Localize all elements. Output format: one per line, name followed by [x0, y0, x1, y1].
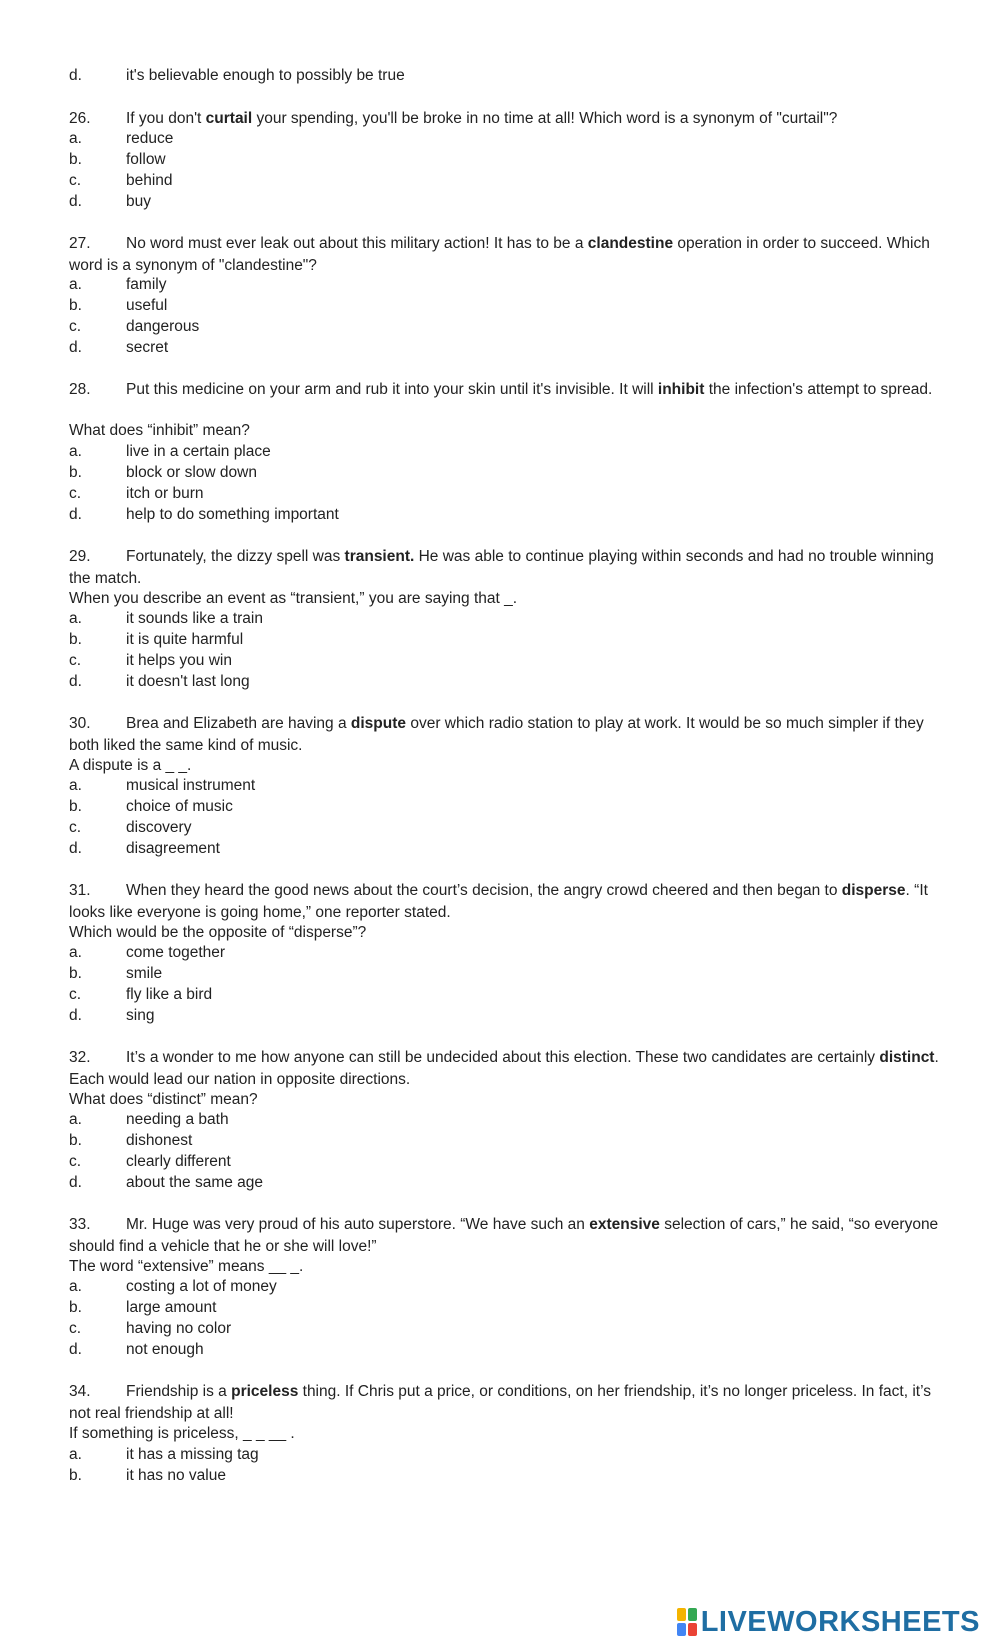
- option-letter: c.: [69, 1152, 82, 1170]
- vocabulary-word: dispute: [350, 715, 407, 732]
- option-letter: c.: [69, 651, 82, 669]
- answer-option[interactable]: [69, 338, 940, 358]
- vocabulary-word: disperse: [841, 882, 906, 899]
- answer-option[interactable]: [69, 943, 940, 963]
- option-text: having no color: [126, 1319, 232, 1337]
- option-text: help to do something important: [126, 505, 339, 523]
- logo-square: [677, 1608, 686, 1621]
- vocabulary-word: priceless: [231, 1383, 299, 1400]
- question-number: 29.: [69, 548, 91, 565]
- option-letter: c.: [69, 317, 82, 335]
- answer-option[interactable]: [69, 150, 940, 170]
- question-prompt: If something is priceless, _ _ __ .: [69, 1425, 295, 1442]
- option-letter: b.: [69, 150, 82, 168]
- option-letter: b.: [69, 1131, 82, 1149]
- option-text: fly like a bird: [126, 985, 213, 1003]
- option-letter: a.: [69, 1111, 82, 1128]
- answer-option[interactable]: [69, 985, 940, 1005]
- option-text: family: [126, 276, 167, 293]
- answer-option[interactable]: [69, 1006, 940, 1026]
- option-text: secret: [126, 338, 169, 356]
- option-text: large amount: [126, 1298, 217, 1316]
- option-text: useful: [126, 296, 168, 314]
- option-text: follow: [126, 150, 166, 168]
- option-letter: d.: [69, 505, 82, 523]
- option-letter: b.: [69, 964, 82, 982]
- option-text: about the same age: [126, 1173, 264, 1191]
- answer-option[interactable]: [69, 192, 940, 212]
- option-text: discovery: [126, 818, 192, 836]
- answer-option[interactable]: [69, 317, 940, 337]
- question-text: 34. Friendship is a priceless thing. If Chris put a price, or conditions, on her friendship, it’s no longer priceless. In fact, it’s not real friendship at all!: [69, 1383, 931, 1422]
- question-text: 26. If you don't curtail your spending, you'll be broke in no time at all! Which word is a synonym of "curtail"?: [69, 108, 939, 130]
- answer-option[interactable]: [69, 1466, 940, 1486]
- question-text: 33. Mr. Huge was very proud of his auto superstore. “We have such an extensive selection of cars,” he said, “so everyone should find a vehicle that he or she will love!”: [69, 1216, 939, 1255]
- answer-option[interactable]: [69, 797, 940, 817]
- option-letter: b.: [69, 463, 82, 481]
- option-text: disagreement: [126, 839, 220, 857]
- option-line: d. it's believable enough to possibly be true: [69, 67, 405, 84]
- option-letter: d.: [69, 1340, 82, 1358]
- question-text: 28. Put this medicine on your arm and rub it into your skin until it's invisible. It will inhibit the infection's attempt to spread.: [69, 379, 939, 401]
- logo-square: [688, 1623, 697, 1636]
- answer-option[interactable]: [69, 484, 940, 504]
- option-letter: c.: [69, 1319, 82, 1337]
- option-text: needing a bath: [126, 1111, 229, 1128]
- option-text: live in a certain place: [126, 443, 271, 460]
- question-text: 31. When they heard the good news about the court’s decision, the angry crowd cheered and then began to disperse. “It looks like everyone is going home,” one reporter stated.: [69, 882, 928, 921]
- option-text: sing: [126, 1006, 155, 1024]
- option-letter: c.: [69, 484, 82, 502]
- question-prompt: When you describe an event as “transient,” you are saying that _.: [69, 590, 518, 607]
- option-text: it has no value: [126, 1466, 226, 1484]
- logo-square: [688, 1608, 697, 1621]
- answer-option[interactable]: [69, 1340, 940, 1360]
- vocabulary-word: clandestine: [587, 235, 674, 252]
- option-text: reduce: [126, 130, 174, 147]
- option-text: not enough: [126, 1340, 204, 1358]
- answer-option[interactable]: [69, 776, 940, 796]
- question-number: 32.: [69, 1049, 91, 1066]
- logo-square: [677, 1623, 686, 1636]
- option-letter: a.: [69, 944, 82, 961]
- answer-option[interactable]: [69, 442, 940, 462]
- option-letter: c.: [69, 818, 82, 836]
- question-text: 27. No word must ever leak out about this military action! It has to be a clandestine operation in order to succeed. Which word is a synonym of "clandestine"?: [69, 235, 930, 274]
- question-number: 31.: [69, 882, 91, 899]
- option-letter: a.: [69, 130, 82, 147]
- question-number: 28.: [69, 381, 91, 398]
- answer-option[interactable]: [69, 672, 940, 692]
- option-text: it has a missing tag: [126, 1446, 259, 1463]
- option-text: musical instrument: [126, 777, 256, 794]
- vocabulary-word: distinct: [879, 1049, 935, 1066]
- question-prompt: The word “extensive” means __ _.: [69, 1258, 304, 1275]
- answer-option[interactable]: [69, 1110, 940, 1130]
- question-number: 30.: [69, 715, 91, 732]
- option-letter: b.: [69, 630, 82, 648]
- question-text: 29. Fortunately, the dizzy spell was transient. He was able to continue playing within seconds and had no trouble winning the match.: [69, 548, 934, 587]
- option-text: dangerous: [126, 317, 200, 335]
- option-letter: d.: [69, 192, 82, 210]
- option-letter: a.: [69, 777, 82, 794]
- option-text: it sounds like a train: [126, 610, 263, 627]
- vocabulary-word: inhibit: [657, 381, 705, 398]
- option-text: clearly different: [126, 1152, 231, 1170]
- option-text: it is quite harmful: [126, 630, 244, 648]
- option-letter: d.: [69, 1173, 82, 1191]
- option-letter: c.: [69, 985, 82, 1003]
- option-letter: a.: [69, 276, 82, 293]
- answer-option[interactable]: [69, 964, 940, 984]
- option-letter: c.: [69, 171, 82, 189]
- answer-option[interactable]: [69, 505, 940, 525]
- option-text: costing a lot of money: [126, 1278, 277, 1295]
- question-prompt: A dispute is a _ _.: [69, 757, 192, 774]
- question-prompt: What does “distinct” mean?: [69, 1091, 258, 1108]
- answer-option[interactable]: [69, 651, 940, 671]
- logo-mark-icon: [677, 1608, 697, 1636]
- question-number: 26.: [69, 110, 91, 127]
- option-letter: d.: [69, 338, 82, 356]
- vocabulary-word: curtail: [205, 110, 253, 127]
- answer-option[interactable]: [69, 1277, 940, 1297]
- answer-option[interactable]: [69, 839, 940, 859]
- option-text: block or slow down: [126, 463, 257, 481]
- option-letter: b.: [69, 1466, 82, 1484]
- answer-option[interactable]: [69, 1445, 940, 1465]
- option-letter: a.: [69, 610, 82, 627]
- option-text: behind: [126, 171, 173, 189]
- vocabulary-word: transient.: [344, 548, 415, 565]
- question-prompt: Which would be the opposite of “disperse”?: [69, 924, 367, 941]
- option-text: itch or burn: [126, 484, 204, 502]
- answer-option[interactable]: [69, 1131, 940, 1151]
- question-text: 30. Brea and Elizabeth are having a dispute over which radio station to play at work. It would be so much simpler if they both liked the same kind of music.: [69, 715, 924, 754]
- vocabulary-word: extensive: [589, 1216, 660, 1233]
- option-letter: b.: [69, 1298, 82, 1316]
- answer-option[interactable]: [69, 1152, 940, 1172]
- question-number: 27.: [69, 235, 91, 252]
- answer-option[interactable]: [69, 275, 940, 295]
- option-letter: a.: [69, 1446, 82, 1463]
- answer-option[interactable]: [69, 171, 940, 191]
- option-letter: d.: [69, 1006, 82, 1024]
- option-letter: a.: [69, 443, 82, 460]
- answer-option[interactable]: [69, 463, 940, 483]
- option-text: it helps you win: [126, 651, 232, 669]
- option-text: buy: [126, 192, 151, 210]
- option-text: smile: [126, 964, 163, 982]
- option-text: it doesn't last long: [126, 672, 250, 690]
- answer-option[interactable]: [69, 609, 940, 629]
- question-number: 34.: [69, 1383, 91, 1400]
- option-letter: d.: [69, 672, 82, 690]
- answer-option[interactable]: [69, 818, 940, 838]
- answer-option[interactable]: [69, 1298, 940, 1318]
- option-letter: d.: [69, 839, 82, 857]
- answer-option[interactable]: [69, 129, 940, 149]
- logo-text: LIVEWORKSHEETS: [700, 1605, 980, 1638]
- option-text: dishonest: [126, 1131, 193, 1149]
- option-letter: a.: [69, 1278, 82, 1295]
- question-text: 32. It’s a wonder to me how anyone can still be undecided about this election. These two candidates are certainly distinct. Each would lead our nation in opposite directions.: [69, 1049, 939, 1088]
- answer-option[interactable]: [69, 1173, 940, 1193]
- option-letter: b.: [69, 296, 82, 314]
- option-letter: b.: [69, 797, 82, 815]
- answer-option[interactable]: [69, 296, 940, 316]
- answer-option[interactable]: [69, 1319, 940, 1339]
- question-number: 33.: [69, 1216, 91, 1233]
- answer-option[interactable]: [69, 630, 940, 650]
- question-prompt: What does “inhibit” mean?: [69, 422, 250, 439]
- option-text: choice of music: [126, 797, 233, 815]
- option-text: come together: [126, 944, 226, 961]
- liveworksheets-logo: [677, 1605, 980, 1639]
